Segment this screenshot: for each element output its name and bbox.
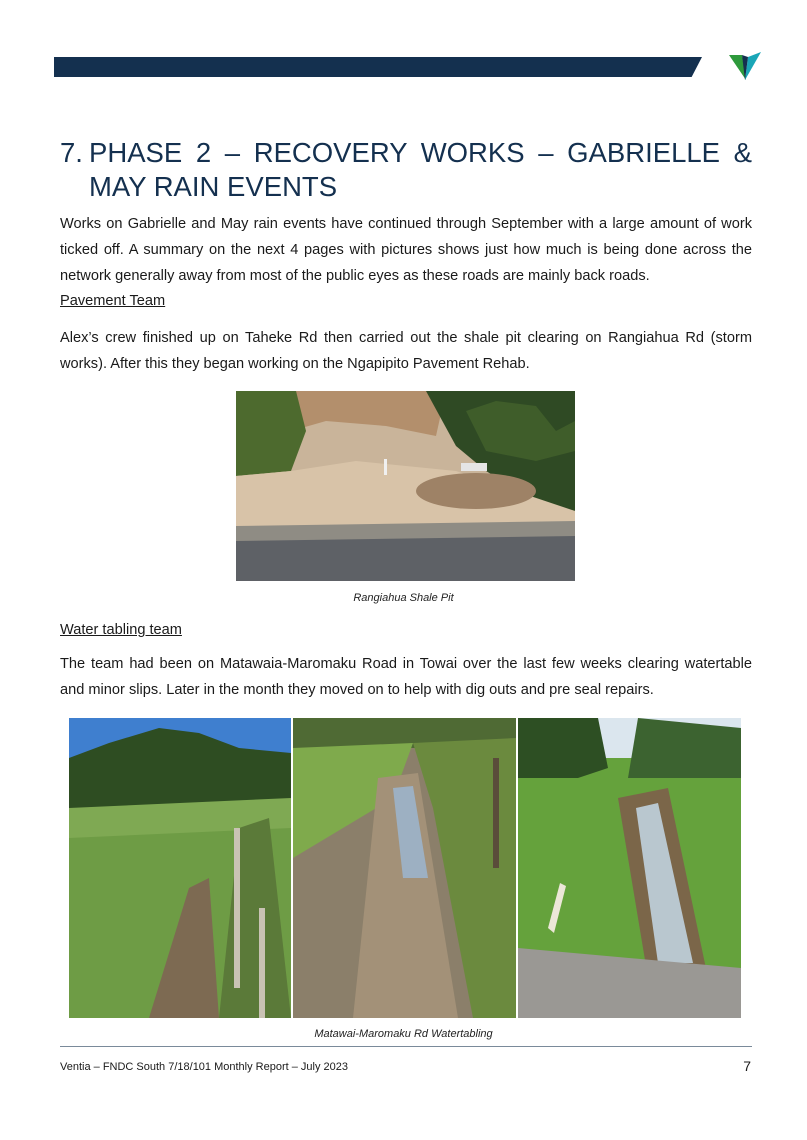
section-title [60,136,752,204]
page-number: 7 [743,1058,751,1074]
footer-rule [60,1046,752,1047]
watertabling-team-heading: Water tabling team [60,622,182,638]
watertabling-photo-right [518,718,741,1018]
section-title-line2: MAY RAIN EVENTS [89,171,338,202]
intro-paragraph: Works on Gabrielle and May rain events have continued through September with a large amount of work ticked off. A summary on the next 4 pages with pictures shows just how much is being done across the network generally away from most of the public eyes as these roads are mainly back roads. [60,216,752,284]
footer-text: Ventia – FNDC South 7/18/101 Monthly Report – July 2023 [60,1061,349,1073]
section-number: 7. [60,137,83,168]
pavement-team-heading: Pavement Team [60,293,166,309]
header-band [54,57,702,77]
section-title-line1: PHASE 2 – RECOVERY WORKS – GABRIELLE & [89,137,752,168]
watertabling-caption: Matawai-Maromaku Rd Watertabling [314,1028,493,1040]
pavement-paragraph: Alex’s crew finished up on Taheke Rd then carried out the shale pit clearing on Rangiahua Rd (storm works). After this they began working on the Ngapipito Pavement Rehab. [60,330,752,372]
rangiahua-shale-pit-photo [236,391,575,581]
rangiahua-caption: Rangiahua Shale Pit [353,592,454,604]
watertabling-photo-left [69,718,291,1018]
watertabling-photo-middle [293,718,516,1018]
ventia-logo [729,52,761,82]
watertabling-paragraph: The team had been on Matawaia-Maromaku Road in Towai over the last few weeks clearing watertable and minor slips. Later in the month they moved on to help with dig outs and pre seal repairs. [60,656,752,698]
